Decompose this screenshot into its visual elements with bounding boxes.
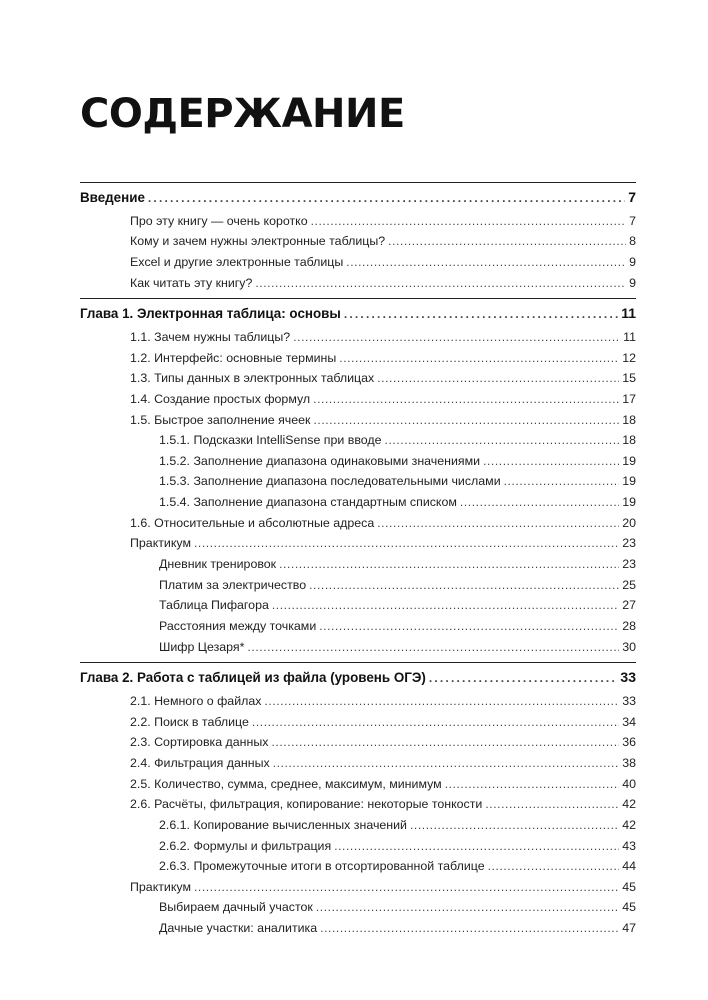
toc-page-number: 27 — [622, 598, 636, 613]
toc-entry[interactable] — [130, 691, 636, 711]
dot-leader — [311, 211, 626, 231]
toc-page-number: 38 — [622, 755, 636, 770]
toc-entry-label: Расстояния между точками — [159, 619, 317, 633]
toc-entry[interactable] — [159, 595, 636, 615]
toc-entry-label: 1.4. Создание простых формул — [130, 391, 311, 406]
toc-entry[interactable] — [130, 389, 636, 409]
toc-entry[interactable] — [159, 815, 636, 835]
toc-page-number: 19 — [622, 495, 636, 510]
toc-entry[interactable] — [159, 471, 636, 491]
toc-entry-label: Кому и зачем нужны электронные таблицы? — [130, 234, 386, 249]
toc-entry[interactable] — [159, 897, 636, 917]
toc-entry-label: 1.5.1. Подсказки IntelliSense при вводе — [159, 433, 382, 448]
toc-entry-label: 1.2. Интерфейс: основные термины — [130, 350, 337, 365]
toc-page-number: 19 — [622, 474, 636, 489]
page-title: СОДЕРЖАНИЕ — [80, 91, 405, 137]
toc-entry-label: Практикум — [130, 536, 191, 551]
dot-leader — [313, 410, 619, 430]
toc-entry[interactable] — [130, 877, 636, 897]
toc-entry-label: Как читать эту книгу? — [130, 275, 253, 290]
toc-page-number: 20 — [622, 515, 636, 530]
toc-entry-label: Глава 1. Электронная таблица: основы — [80, 306, 341, 322]
toc-page-number: 8 — [629, 234, 636, 249]
toc-page-number: 47 — [622, 921, 636, 936]
toc-entry[interactable] — [130, 794, 636, 814]
toc-page-number: 33 — [622, 693, 636, 708]
toc-page-number: 23 — [622, 536, 636, 551]
toc-entry[interactable] — [130, 712, 636, 732]
toc-entry[interactable] — [130, 513, 636, 533]
dot-leader — [319, 616, 619, 636]
toc-entry[interactable] — [130, 252, 636, 272]
dot-leader — [264, 691, 619, 711]
toc-entry-label: 2.6.2. Формулы и фильтрация — [159, 838, 332, 853]
toc-entry[interactable] — [130, 211, 636, 231]
toc-entry-label: Таблица Пифагора — [159, 598, 269, 613]
dot-leader — [460, 492, 619, 512]
dot-leader — [313, 389, 619, 409]
toc-entry[interactable] — [159, 575, 636, 595]
toc-entry[interactable] — [130, 273, 636, 293]
toc-page-number: 28 — [622, 619, 636, 633]
toc-entry[interactable] — [159, 856, 636, 876]
toc-entry[interactable] — [130, 732, 636, 752]
toc-entry[interactable] — [159, 430, 636, 450]
chapter-divider — [80, 662, 636, 663]
toc-entry-label: Практикум — [130, 879, 191, 894]
toc-page-number: 23 — [622, 557, 636, 572]
toc-chapter-entry[interactable] — [80, 303, 636, 323]
toc-page-number: 42 — [622, 797, 636, 812]
toc-entry[interactable] — [159, 451, 636, 471]
toc-page-number: 7 — [629, 213, 636, 228]
chapter-divider — [80, 298, 636, 299]
toc-page-number: 30 — [622, 639, 636, 654]
toc-entry-label: 2.4. Фильтрация данных — [130, 755, 270, 770]
dot-leader — [504, 471, 620, 491]
toc-entry-label: Глава 2. Работа с таблицей из файла (уровень ОГЭ) — [80, 670, 426, 686]
toc-entry[interactable] — [130, 753, 636, 773]
dot-leader — [334, 836, 619, 856]
toc-entry[interactable] — [159, 492, 636, 512]
dot-leader — [309, 575, 619, 595]
chapter-divider — [80, 182, 636, 183]
toc-entry-label: 1.6. Относительные и абсолютные адреса — [130, 515, 375, 530]
toc-page-number: 15 — [622, 371, 636, 386]
toc-page-number: 42 — [622, 817, 636, 832]
dot-leader — [488, 856, 620, 876]
dot-leader — [320, 918, 619, 938]
dot-leader — [273, 753, 620, 773]
toc-page-number: 18 — [622, 433, 636, 448]
dot-leader — [483, 451, 619, 471]
toc-entry[interactable] — [130, 327, 636, 347]
toc-entry[interactable] — [130, 348, 636, 368]
toc-entry[interactable] — [159, 554, 636, 574]
toc-page-number: 45 — [622, 879, 636, 894]
toc-entry-label: Шифр Цезаря* — [159, 639, 245, 654]
toc-entry-label: Введение — [80, 190, 145, 205]
toc-entry-label: 2.3. Сортировка данных — [130, 735, 269, 750]
toc-page-number: 9 — [629, 254, 636, 269]
toc-entry[interactable] — [130, 368, 636, 388]
toc-page-number: 25 — [622, 577, 636, 592]
toc-entry[interactable] — [130, 533, 636, 553]
dot-leader — [255, 273, 626, 293]
toc-page-number: 34 — [622, 714, 636, 729]
toc-page-number: 12 — [622, 350, 636, 365]
toc-entry-label: 2.1. Немного о файлах — [130, 693, 262, 708]
dot-leader — [377, 513, 619, 533]
toc-entry-label: 1.5. Быстрое заполнение ячеек — [130, 412, 311, 427]
toc-entry-label: Дачные участки: аналитика — [159, 921, 318, 936]
dot-leader — [316, 897, 619, 917]
dot-leader — [194, 877, 619, 897]
toc-page-number: 11 — [621, 305, 636, 322]
toc-chapter-entry[interactable] — [80, 187, 636, 207]
toc-entry-label: 1.5.4. Заполнение диапазона стандартным списком — [159, 495, 457, 510]
dot-leader — [194, 533, 619, 553]
dot-leader — [344, 304, 618, 324]
toc-page-number: 44 — [622, 859, 636, 874]
dot-leader — [485, 794, 619, 814]
toc-page-number: 11 — [623, 329, 636, 344]
toc-entry[interactable] — [159, 918, 636, 938]
toc-page-number: 9 — [629, 275, 636, 290]
toc-page-number: 17 — [622, 391, 636, 406]
toc-entry-label: 2.5. Количество, сумма, среднее, максимум, минимум — [130, 776, 442, 791]
toc-page-number: 19 — [622, 453, 636, 468]
toc-entry-label: 2.6. Расчёты, фильтрация, копирование: некоторые тонкости — [130, 797, 483, 812]
toc-entry-label: Платим за электричество — [159, 577, 307, 592]
dot-leader — [385, 430, 620, 450]
dot-leader — [148, 188, 625, 208]
toc-chapter-entry[interactable] — [80, 667, 636, 687]
toc-page-number: 36 — [622, 735, 636, 750]
toc-entry[interactable] — [159, 616, 636, 636]
toc-entry-label: 2.6.1. Копирование вычисленных значений — [159, 817, 407, 832]
toc-page-number: 18 — [622, 412, 636, 427]
dot-leader — [445, 774, 620, 794]
toc-entry-label: 1.5.2. Заполнение диапазона одинаковыми значениями — [159, 453, 481, 468]
dot-leader — [339, 348, 619, 368]
toc-entry-label: Excel и другие электронные таблицы — [130, 254, 344, 269]
toc-entry-label: 1.1. Зачем нужны таблицы? — [130, 329, 291, 344]
toc-entry[interactable] — [130, 231, 636, 251]
dot-leader — [252, 712, 619, 732]
toc-entry-label: 1.3. Типы данных в электронных таблицах — [130, 371, 375, 386]
dot-leader — [410, 815, 619, 835]
dot-leader — [271, 732, 619, 752]
dot-leader — [377, 368, 619, 388]
toc-page-number: 45 — [622, 900, 636, 915]
toc-page-number: 40 — [622, 776, 636, 791]
toc-entry[interactable] — [159, 637, 636, 657]
toc-page-number: 33 — [620, 669, 636, 686]
dot-leader — [293, 327, 620, 347]
dot-leader — [429, 668, 618, 688]
toc-entry[interactable] — [159, 836, 636, 856]
dot-leader — [279, 554, 619, 574]
toc-entry-label: Дневник тренировок — [159, 557, 277, 572]
toc-entry-label: Про эту книгу — очень коротко — [130, 213, 308, 228]
toc-page-number: 7 — [628, 189, 636, 205]
toc-entry-label: 2.2. Поиск в таблице — [130, 714, 249, 729]
toc-entry[interactable] — [130, 774, 636, 794]
dot-leader — [346, 252, 626, 272]
toc-entry-label: 1.5.3. Заполнение диапазона последовательными числами — [159, 474, 501, 489]
toc-entry-label: 2.6.3. Промежуточные итоги в отсортированной таблице — [159, 859, 485, 874]
toc-page-number: 43 — [622, 838, 636, 853]
dot-leader — [388, 231, 626, 251]
dot-leader — [247, 637, 619, 657]
toc-entry[interactable] — [130, 410, 636, 430]
toc-entry-label: Выбираем дачный участок — [159, 900, 313, 915]
dot-leader — [272, 595, 619, 615]
